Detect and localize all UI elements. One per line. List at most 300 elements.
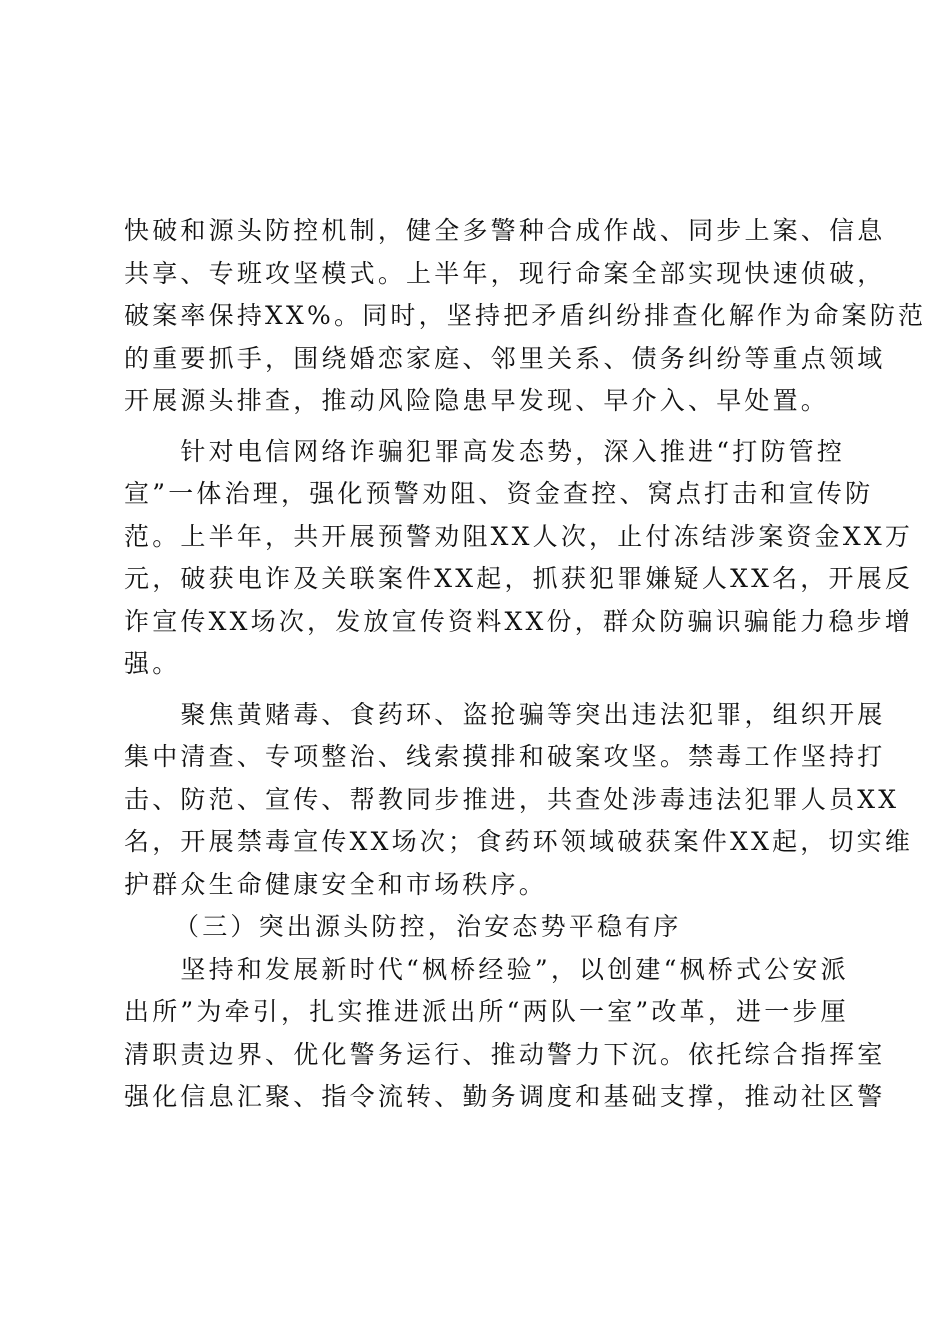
text-glyph: 、 (321, 784, 350, 814)
text-glyph: X (730, 827, 752, 856)
text-glyph: 和 (180, 216, 209, 245)
text-glyph: 结 (701, 521, 731, 551)
document-body (124, 210, 927, 1119)
text-glyph: 点 (675, 479, 705, 508)
text-glyph: 预 (377, 521, 407, 551)
text-glyph: 关 (321, 564, 350, 593)
text-glyph: 万 (884, 521, 914, 551)
text-glyph: X (730, 564, 752, 593)
text-glyph: 诈 (349, 436, 378, 466)
text-glyph: 引 (252, 997, 281, 1026)
text-glyph: 获 (645, 827, 674, 856)
text-glyph: 防 (180, 784, 209, 814)
text-glyph: “ (663, 954, 680, 984)
text-glyph: 和 (518, 742, 548, 771)
text-glyph: 、 (180, 258, 209, 288)
text-glyph: 恋 (377, 343, 407, 373)
text-glyph: % (307, 301, 334, 330)
text-glyph: 名 (124, 827, 153, 856)
text-glyph: 化 (337, 479, 366, 508)
text-glyph: 快 (124, 216, 153, 245)
text-line (124, 694, 886, 737)
text-glyph: 破 (180, 564, 209, 593)
text-glyph: 、 (434, 699, 463, 729)
text-glyph: X (751, 564, 773, 593)
text-line (124, 736, 886, 779)
text-glyph: ， (707, 997, 737, 1026)
text-glyph: X (878, 784, 900, 814)
text-glyph: 中 (152, 742, 181, 771)
text-glyph: 所 (152, 997, 181, 1026)
text-glyph: 案 (772, 216, 801, 245)
text-glyph: X (857, 784, 879, 814)
text-glyph: 案 (152, 301, 181, 330)
text-glyph: 集 (124, 742, 153, 771)
text-glyph: 展 (857, 699, 886, 729)
text-glyph: 攻 (265, 258, 294, 288)
text-glyph: 全 (434, 216, 463, 245)
text-glyph: 沉 (631, 1039, 660, 1069)
text-glyph: X (504, 606, 526, 636)
text-glyph: 重 (152, 343, 181, 373)
text-glyph: ， (518, 784, 548, 814)
text-glyph: X (525, 606, 547, 636)
text-glyph: 案 (575, 742, 604, 771)
text-glyph: “ (406, 954, 423, 984)
text-glyph: 撑 (688, 1082, 717, 1111)
text-glyph: 新 (321, 954, 350, 984)
text-glyph: 违 (631, 699, 660, 729)
text-glyph: 快 (744, 258, 773, 288)
text-glyph: 展 (293, 954, 322, 984)
text-glyph: 宣 (293, 827, 322, 856)
text-glyph: 体 (196, 479, 225, 508)
text-glyph: 案 (673, 827, 702, 856)
text-glyph: 开 (321, 521, 350, 551)
text-glyph: ， (490, 258, 519, 288)
text-glyph: 步 (792, 997, 821, 1026)
text-glyph: 食 (349, 699, 378, 729)
text-glyph: 。 (377, 258, 407, 288)
text-glyph: 坚 (180, 954, 209, 984)
text-glyph: ， (307, 606, 336, 636)
text-glyph: ， (575, 436, 604, 466)
text-glyph: 食 (476, 827, 505, 856)
text-glyph: 上 (744, 216, 773, 245)
text-glyph: 围 (293, 343, 322, 373)
text-glyph: 推 (365, 997, 394, 1026)
text-line (124, 1034, 886, 1077)
text-glyph: 化 (700, 301, 729, 330)
text-glyph: ” (152, 479, 169, 508)
text-glyph: 攻 (603, 742, 632, 771)
text-glyph (152, 949, 180, 992)
text-glyph: 全 (631, 258, 660, 288)
text-line: 开展源头排查，推动风险隐患早发现、早介入、早处置。 (124, 386, 830, 415)
text-glyph: 。 (333, 301, 363, 330)
text-glyph: X (265, 301, 287, 330)
text-glyph: 纷 (716, 343, 745, 373)
text-glyph: 推 (462, 784, 491, 814)
text-glyph: 托 (716, 1039, 745, 1069)
text-glyph: 稳 (828, 606, 857, 636)
text-glyph: 信 (265, 436, 294, 466)
text-glyph: 警 (490, 216, 519, 245)
text-glyph: 罪 (434, 436, 463, 466)
text-glyph: 宣 (788, 479, 817, 508)
text-glyph: 工 (744, 742, 773, 771)
text-glyph: 一 (764, 997, 793, 1026)
text-glyph: 专 (265, 742, 294, 771)
text-glyph: 毒 (265, 827, 294, 856)
text-glyph: 实 (856, 827, 885, 856)
text-glyph: 破 (152, 216, 181, 245)
text-glyph: 流 (377, 1082, 407, 1111)
text-glyph: 、 (321, 699, 350, 729)
text-glyph: 劝 (434, 521, 463, 551)
text-glyph: 发 (335, 606, 364, 636)
text-glyph: 击 (124, 784, 153, 814)
text-glyph: 指 (321, 1082, 350, 1111)
text-glyph: 派 (422, 997, 451, 1026)
text-glyph: 线 (406, 742, 435, 771)
text-glyph: 强 (124, 1082, 153, 1111)
text-glyph: X (349, 827, 371, 856)
text-glyph: 元 (124, 564, 153, 593)
text-glyph: 上 (180, 521, 209, 551)
text-glyph: ， (716, 1082, 745, 1111)
text-glyph: 传 (180, 606, 209, 636)
text-glyph: 打 (857, 742, 886, 771)
text-glyph: “ (506, 997, 523, 1026)
text-glyph: 综 (744, 1039, 773, 1069)
text-glyph: ， (800, 827, 829, 856)
text-glyph: 推 (744, 1082, 773, 1111)
text-glyph: 现 (716, 258, 745, 288)
text-glyph: 抢 (490, 699, 519, 729)
text-glyph: 度 (547, 1082, 576, 1111)
text-glyph: 绕 (321, 343, 350, 373)
text-glyph: 、 (434, 1082, 463, 1111)
text-glyph: 信 (180, 1082, 209, 1111)
text-glyph: 进 (490, 784, 519, 814)
text-glyph: 赌 (265, 699, 294, 729)
text-glyph: X (434, 564, 456, 593)
text-glyph: 宣 (152, 606, 181, 636)
text-glyph: 域 (589, 827, 618, 856)
text-glyph: 索 (434, 742, 463, 771)
text-glyph: 控 (293, 216, 322, 245)
text-glyph: 突 (575, 699, 604, 729)
text-glyph: X (286, 301, 308, 330)
text-glyph: 点 (800, 343, 830, 373)
text-glyph: 年 (462, 258, 491, 288)
text-glyph: 令 (349, 1082, 378, 1111)
text-glyph: 范 (124, 521, 153, 551)
text-glyph: X (490, 521, 512, 551)
text-glyph: 防 (659, 606, 688, 636)
text-glyph: 息 (857, 216, 886, 245)
text-glyph: 等 (547, 699, 576, 729)
text-glyph: 焦 (208, 699, 237, 729)
text-glyph: 班 (236, 258, 266, 288)
text-glyph: 防 (760, 436, 789, 466)
text-glyph: 资 (448, 606, 477, 636)
text-glyph: 资 (506, 479, 535, 508)
text-glyph: 、 (619, 479, 648, 508)
text-glyph: 罪 (772, 784, 801, 814)
text-glyph: 项 (293, 742, 322, 771)
text-glyph: 同 (362, 301, 391, 330)
text-glyph: 上 (406, 258, 435, 288)
text-glyph: 种 (518, 216, 548, 245)
text-glyph: 治 (224, 479, 253, 508)
text-glyph: 部 (659, 258, 689, 288)
text-glyph: 禁 (688, 742, 717, 771)
text-glyph: 织 (800, 699, 830, 729)
text-glyph: ， (744, 699, 773, 729)
section-heading: （三）突出源头防控，治安态势平稳有序 (174, 912, 682, 941)
text-glyph: ； (448, 827, 477, 856)
text-glyph: 帮 (349, 784, 378, 814)
text-glyph: X (842, 521, 864, 551)
text-glyph: 警 (857, 1082, 886, 1111)
text-glyph: 。 (152, 521, 181, 551)
text-glyph: 破 (617, 827, 646, 856)
text-glyph: 、 (603, 343, 632, 373)
text-glyph: 深 (603, 436, 632, 466)
text-glyph: 坚 (800, 742, 830, 771)
text-glyph: 反 (884, 564, 914, 593)
text-glyph: 能 (772, 606, 801, 636)
text-line (124, 295, 927, 338)
text-glyph: 纠 (587, 301, 617, 330)
text-glyph: 改 (651, 997, 680, 1026)
text-glyph: 管 (788, 436, 817, 466)
text-glyph: 纠 (688, 343, 717, 373)
text-glyph: 战 (631, 216, 660, 245)
text-glyph: ， (281, 479, 310, 508)
text-glyph: 件 (701, 827, 731, 856)
text-glyph: 解 (728, 301, 758, 330)
text-glyph: 派 (820, 954, 849, 984)
paragraph-fengqiao-experience (124, 949, 886, 1119)
text-glyph: 头 (236, 216, 266, 245)
text-glyph: 础 (631, 1082, 660, 1111)
text-glyph: 优 (293, 1039, 322, 1069)
text-glyph: 阻 (450, 479, 479, 508)
text-glyph: 范 (208, 784, 237, 814)
text-glyph: 系 (575, 343, 604, 373)
text-glyph: 行 (547, 258, 576, 288)
text-glyph: 警 (406, 521, 435, 551)
text-glyph: 、 (800, 216, 830, 245)
text-glyph: 指 (800, 1039, 830, 1069)
text-glyph: 冻 (673, 521, 702, 551)
text-glyph: 汇 (236, 1082, 266, 1111)
text-glyph: 家 (406, 343, 435, 373)
text-glyph: 关 (547, 343, 576, 373)
text-glyph: 防 (845, 479, 874, 508)
text-glyph (124, 949, 152, 992)
text-glyph: ， (800, 564, 829, 593)
text-glyph: 同 (688, 216, 717, 245)
text-glyph: ， (574, 606, 603, 636)
text-glyph: 作 (603, 216, 632, 245)
text-glyph: 持 (475, 301, 504, 330)
text-glyph: ， (418, 301, 447, 330)
text-glyph: 革 (679, 997, 708, 1026)
text-glyph: 宣 (391, 606, 420, 636)
text-glyph: 、 (478, 479, 507, 508)
text-line (124, 991, 849, 1034)
text-glyph: 进 (688, 436, 717, 466)
text-glyph: 息 (208, 1082, 237, 1111)
text-glyph: 络 (321, 436, 350, 466)
text-glyph: 的 (124, 343, 153, 373)
text-glyph: 犯 (744, 784, 773, 814)
text-glyph: 态 (518, 436, 548, 466)
text-glyph: 案 (377, 564, 407, 593)
text-glyph: 、 (236, 784, 266, 814)
text-glyph: 黄 (236, 699, 266, 729)
text-glyph: 专 (208, 258, 237, 288)
text-glyph: 、 (462, 1039, 491, 1069)
text-glyph: 治 (349, 742, 378, 771)
text-glyph: 及 (293, 564, 322, 593)
text-line (124, 821, 914, 864)
text-glyph: 邻 (490, 343, 519, 373)
text-glyph: 案 (758, 521, 787, 551)
text-glyph: 名 (772, 564, 801, 593)
text-glyph: 多 (462, 216, 491, 245)
text-glyph: 处 (603, 784, 632, 814)
text-glyph: 进 (393, 997, 423, 1026)
text-glyph: 步 (716, 216, 745, 245)
text-line (124, 516, 914, 559)
text-glyph: 资 (786, 521, 815, 551)
text-glyph: 责 (180, 1039, 209, 1069)
text-glyph: 力 (800, 606, 829, 636)
text-glyph: 入 (631, 436, 660, 466)
text-glyph: 公 (764, 954, 793, 984)
text-glyph: 众 (631, 606, 660, 636)
text-glyph: 手 (236, 343, 266, 373)
text-glyph: 清 (180, 742, 209, 771)
text-glyph: 法 (716, 784, 745, 814)
text-glyph: 警 (349, 1039, 378, 1069)
text-glyph: 起 (476, 564, 505, 593)
text-glyph: 涉 (730, 521, 759, 551)
text-glyph: 打 (704, 479, 733, 508)
text-glyph: 清 (124, 1039, 153, 1069)
text-glyph: 创 (607, 954, 636, 984)
text-line (124, 1076, 886, 1119)
text-glyph: 打 (732, 436, 761, 466)
text-glyph: 制 (349, 216, 378, 245)
text-glyph: 矛 (531, 301, 560, 330)
text-glyph: 控 (816, 436, 846, 466)
text-line (124, 779, 900, 822)
text-glyph: 成 (575, 216, 604, 245)
text-glyph: 命 (575, 258, 604, 288)
text-glyph: 罪 (617, 564, 646, 593)
text-glyph: 保 (208, 301, 237, 330)
text-glyph: 放 (363, 606, 392, 636)
text-glyph: 式 (736, 954, 765, 984)
text-glyph: 。 (659, 1039, 689, 1069)
text-glyph: 。 (659, 742, 689, 771)
text-glyph: 犯 (589, 564, 618, 593)
text-glyph: 社 (800, 1082, 830, 1111)
text-glyph: 开 (829, 699, 858, 729)
text-glyph: 案 (841, 301, 870, 330)
text-glyph: 犯 (406, 436, 435, 466)
text-glyph: ， (589, 521, 618, 551)
text-glyph: 件 (406, 564, 435, 593)
text-glyph: 毒 (293, 699, 322, 729)
text-glyph: 领 (560, 827, 590, 856)
text-glyph: ， (377, 216, 407, 245)
text-glyph: 金 (814, 521, 843, 551)
text-glyph: X (511, 521, 533, 551)
text-glyph: 半 (208, 521, 237, 551)
text-glyph: 对 (208, 436, 237, 466)
text-glyph: 要 (180, 343, 209, 373)
text-glyph: 安 (792, 954, 821, 984)
text-glyph: 展 (856, 564, 885, 593)
text-glyph (124, 694, 152, 737)
text-glyph: 次 (278, 606, 308, 636)
text-glyph: 领 (829, 343, 858, 373)
text-glyph: 开 (180, 827, 209, 856)
text-glyph: 纷 (616, 301, 645, 330)
text-glyph: 窝 (647, 479, 676, 508)
text-glyph: 骗 (518, 699, 548, 729)
text-glyph: 获 (208, 564, 237, 593)
text-line (124, 601, 914, 644)
text-glyph: X (455, 564, 477, 593)
text-glyph: 共 (124, 258, 153, 288)
text-glyph: 骗 (687, 606, 716, 636)
text-glyph: 进 (736, 997, 765, 1026)
text-glyph: 作 (772, 742, 801, 771)
text-glyph: 切 (828, 827, 857, 856)
text-glyph (152, 694, 180, 737)
text-glyph: ， (504, 564, 533, 593)
text-glyph: 理 (252, 479, 281, 508)
text-glyph: 务 (659, 343, 689, 373)
text-glyph: 建 (635, 954, 664, 984)
text-glyph: 犯 (688, 699, 717, 729)
text-glyph: 下 (603, 1039, 632, 1069)
text-glyph: 增 (884, 606, 914, 636)
text-glyph: 防 (869, 301, 899, 330)
text-glyph: 室 (857, 1039, 886, 1069)
text-glyph: 、 (293, 1082, 322, 1111)
text-glyph: 罪 (716, 699, 745, 729)
text-glyph: 盾 (559, 301, 588, 330)
text-glyph: 和 (575, 1082, 604, 1111)
text-glyph: 为 (196, 997, 225, 1026)
text-glyph: 排 (490, 742, 519, 771)
text-glyph: 付 (645, 521, 674, 551)
text-glyph: 命 (813, 301, 842, 330)
text-glyph: 验 (506, 954, 535, 984)
text-glyph: 率 (180, 301, 209, 330)
text-glyph: 里 (518, 343, 548, 373)
text-glyph: 重 (772, 343, 801, 373)
